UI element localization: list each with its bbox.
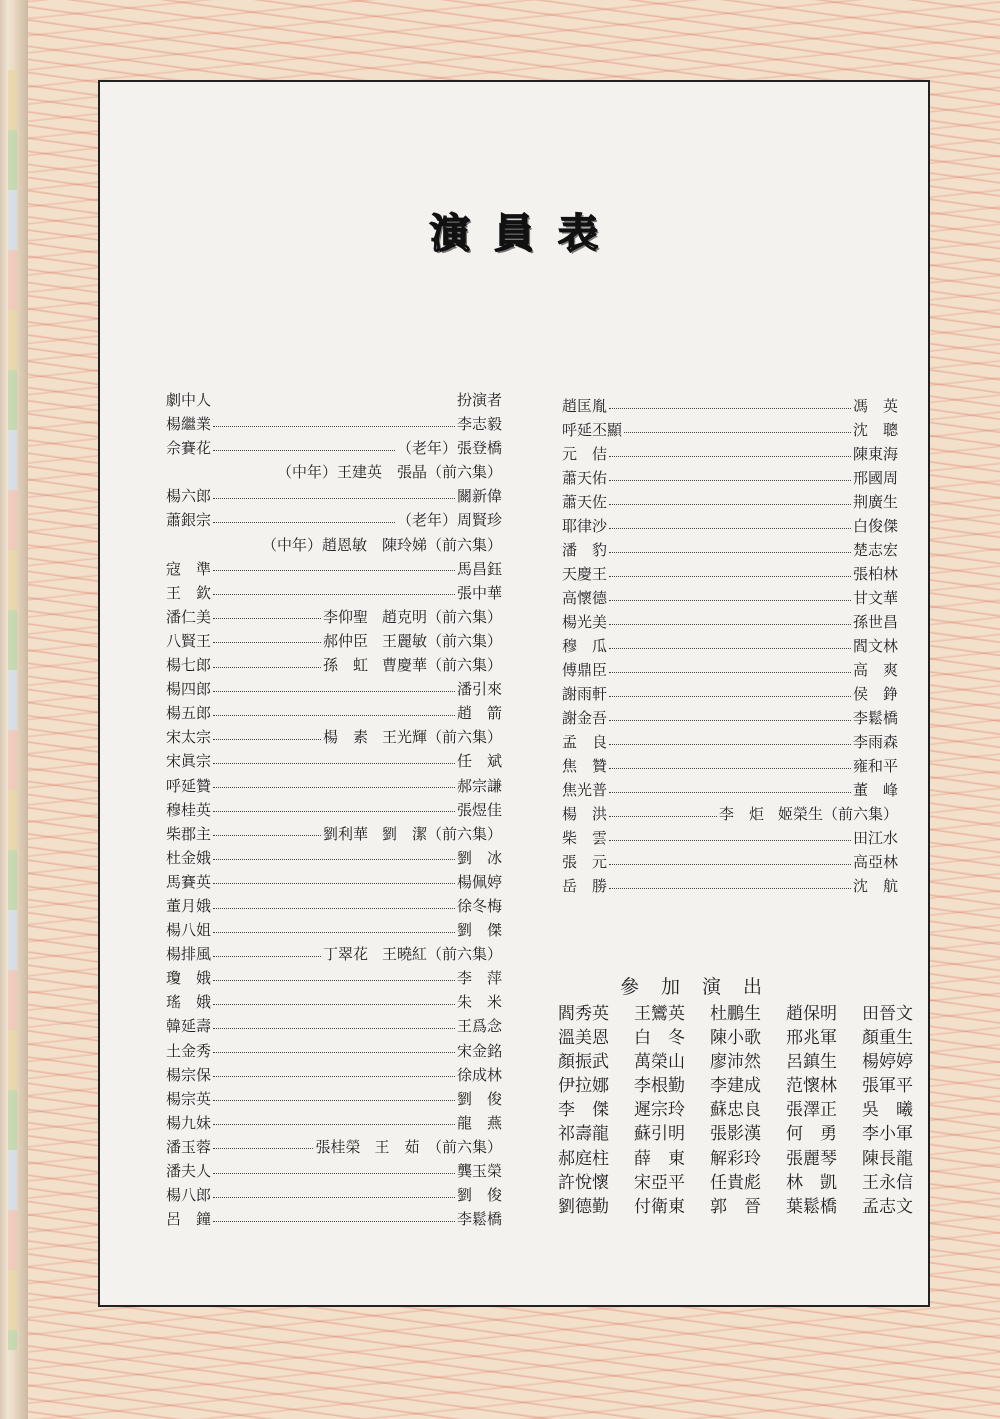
dot-leader <box>609 552 851 553</box>
dot-leader <box>609 600 851 601</box>
character-name: 岳 勝 <box>562 877 608 895</box>
cast-row <box>562 802 898 826</box>
cast-row <box>562 778 898 802</box>
cast-row <box>166 1207 502 1231</box>
guest-name: 張軍平 <box>862 1076 913 1097</box>
cast-row <box>166 942 502 966</box>
cast-row <box>166 460 502 484</box>
character-name: 八賢王 <box>166 631 212 650</box>
cast-row <box>166 966 502 990</box>
actor-name: 董 峰 <box>852 781 898 799</box>
actor-name: 李鬆橋 <box>852 709 898 727</box>
cast-row <box>166 1111 502 1135</box>
cast-row <box>562 754 898 778</box>
spine-colored-strip <box>8 70 17 1350</box>
character-name: 楊宗英 <box>166 1089 212 1108</box>
guest-name: 萬榮山 <box>634 1052 685 1073</box>
cast-row <box>166 1063 502 1087</box>
guest-name: 楊婷婷 <box>862 1052 913 1073</box>
guest-name: 蘇引明 <box>634 1124 685 1145</box>
character-name: 楊八郎 <box>166 1186 212 1205</box>
guest-name: 田晉文 <box>862 1004 913 1024</box>
actor-name: 王麗敏（前六集） <box>381 631 502 650</box>
character-name: 楊光美 <box>562 613 608 631</box>
character-name: 楊六郎 <box>166 487 212 506</box>
character-name: 穆桂英 <box>166 800 212 819</box>
actor-name-alt: 李 炬 <box>718 805 764 823</box>
character-name: 楊七郎 <box>166 656 212 675</box>
dot-leader <box>609 864 851 865</box>
guest-name: 張麗琴 <box>786 1148 837 1169</box>
guest-name: 顏重生 <box>862 1028 913 1049</box>
dot-leader <box>609 480 851 481</box>
dot-leader <box>609 888 851 889</box>
actor-name: 白俊傑 <box>852 517 898 535</box>
cast-row <box>562 850 898 874</box>
dot-leader <box>213 450 395 451</box>
guest-name: 孟志文 <box>862 1196 913 1217</box>
cast-row <box>562 634 898 658</box>
dot-leader <box>609 528 851 529</box>
cast-row <box>562 682 898 706</box>
cast-row <box>166 1135 502 1159</box>
actor-name: 關新偉 <box>456 487 502 506</box>
character-name: 高懷德 <box>562 589 608 607</box>
cast-row <box>166 508 502 532</box>
actor-name: 劉 俊 <box>456 1089 502 1108</box>
guest-row <box>558 1050 928 1074</box>
cast-row <box>166 629 502 653</box>
guest-name: 范懷林 <box>786 1076 837 1097</box>
character-name: 潘夫人 <box>166 1162 212 1180</box>
guest-row <box>558 1147 928 1171</box>
guest-name: 陳長龍 <box>862 1148 913 1169</box>
actor-name: 閻文林 <box>852 637 898 655</box>
guest-row <box>558 1171 928 1195</box>
character-name: 謝雨軒 <box>562 685 608 703</box>
cast-row <box>166 701 502 725</box>
actor-name: 高亞林 <box>852 853 898 871</box>
guest-name: 邢兆軍 <box>786 1028 837 1049</box>
cast-row <box>166 749 502 773</box>
character-name: 謝金吾 <box>562 709 608 727</box>
dot-leader <box>213 715 455 716</box>
actor-name-alt: 郝仲臣 <box>322 631 368 650</box>
dot-leader <box>213 787 455 788</box>
guest-name: 許悅懷 <box>558 1172 609 1193</box>
guest-name: 解彩玲 <box>710 1148 761 1169</box>
page-title: 演員表 <box>430 211 622 257</box>
character-name: 呼延贊 <box>166 776 212 795</box>
cast-row <box>562 562 898 586</box>
guest-name: 閻秀英 <box>558 1004 609 1024</box>
character-name: 焦 贊 <box>562 757 608 775</box>
guest-row <box>558 1074 928 1098</box>
actor-name: 姬榮生（前六集） <box>777 805 898 823</box>
dot-leader <box>609 672 851 673</box>
character-name: 焦光普 <box>562 781 608 799</box>
dot-leader <box>213 835 321 836</box>
guest-name: 趙保明 <box>786 1004 837 1024</box>
cast-row <box>166 870 502 894</box>
actor-name-alt: 楊 素 <box>322 728 368 747</box>
actor-name: 荆廣生 <box>852 493 898 511</box>
cast-row <box>166 798 502 822</box>
character-name: 張 元 <box>562 853 608 871</box>
guest-row <box>558 1098 928 1122</box>
actor-name: 李 萍 <box>456 969 502 988</box>
header-actor: 扮演者 <box>456 391 502 409</box>
dot-leader <box>624 432 851 433</box>
actor-name: 沈 航 <box>852 877 898 895</box>
cast-row <box>562 418 898 442</box>
dot-leader <box>213 1221 455 1222</box>
actor-name: 趙 箭 <box>456 704 502 723</box>
character-name: 楊八姐 <box>166 921 212 940</box>
character-name: 瑤 娥 <box>166 993 212 1012</box>
actor-name: 張柏林 <box>852 565 898 583</box>
actor-name-alt: 劉利華 <box>322 824 368 843</box>
actor-name: 沈 聰 <box>852 421 898 439</box>
actor-name-alt: 孫 虹 <box>322 656 368 675</box>
guest-name: 何 勇 <box>786 1124 837 1145</box>
actor-name: 徐成林 <box>456 1065 502 1084</box>
dot-leader <box>213 1076 455 1077</box>
character-name: 楊九妹 <box>166 1113 212 1132</box>
cast-row <box>166 894 502 918</box>
character-name: 潘 豹 <box>562 541 608 559</box>
dot-leader <box>213 1028 455 1029</box>
actor-name: 田江水 <box>852 829 898 847</box>
header-role: 劇中人 <box>166 391 212 409</box>
character-name: 楊四郎 <box>166 680 212 699</box>
cast-row <box>562 514 898 538</box>
actor-name: 徐冬梅 <box>456 896 502 915</box>
dot-leader <box>213 908 455 909</box>
cast-row <box>562 538 898 562</box>
actor-name: （老年）周賢珍 <box>396 511 502 530</box>
cast-row <box>166 581 502 605</box>
dot-leader <box>213 980 455 981</box>
actor-name: 孫世昌 <box>852 613 898 631</box>
guest-section-title: 參加演出 <box>620 976 785 998</box>
cast-column-left <box>166 388 502 1231</box>
dot-leader <box>213 594 455 595</box>
actor-name: 李雨森 <box>852 733 898 751</box>
actor-name: 郝宗謙 <box>456 776 502 795</box>
character-name: 韓延壽 <box>166 1017 212 1036</box>
actor-name: 龔玉榮 <box>456 1162 502 1180</box>
dot-leader <box>609 744 851 745</box>
guest-name: 陳小歌 <box>710 1028 761 1049</box>
actor-name: 劉 傑 <box>456 921 502 940</box>
cast-row <box>166 846 502 870</box>
character-name: 傅鼎臣 <box>562 661 608 679</box>
cast-row <box>562 442 898 466</box>
guest-name: 廖沛然 <box>710 1052 761 1073</box>
actor-name: 劉 冰 <box>456 848 502 867</box>
dot-leader <box>213 618 321 619</box>
actor-name: 高 爽 <box>852 661 898 679</box>
character-name: 潘玉蓉 <box>166 1137 212 1156</box>
dot-leader <box>609 792 851 793</box>
dot-leader <box>213 1052 455 1053</box>
cast-row <box>562 730 898 754</box>
dot-leader <box>213 932 455 933</box>
right-rows <box>562 394 898 898</box>
cast-list-panel <box>98 80 930 1307</box>
dot-leader <box>609 624 851 625</box>
guest-name: 宋亞平 <box>634 1172 685 1193</box>
character-name: 孟 良 <box>562 733 608 751</box>
guest-name: 任貴彪 <box>710 1172 761 1193</box>
guest-row <box>558 1026 928 1050</box>
cast-row <box>166 1014 502 1038</box>
actor-name-alt: 張桂榮 <box>315 1137 361 1156</box>
cast-row <box>166 990 502 1014</box>
dot-leader <box>213 498 455 499</box>
dot-leader <box>213 426 455 427</box>
dot-leader <box>609 504 851 505</box>
actor-name: 李志毅 <box>456 415 502 434</box>
actor-name: 王爲念 <box>456 1017 502 1036</box>
cast-row <box>562 586 898 610</box>
guest-name: 伊拉娜 <box>558 1076 609 1097</box>
dot-leader <box>609 696 851 697</box>
cast-row <box>166 436 502 460</box>
guest-row <box>558 1195 928 1219</box>
left-rows <box>166 412 502 1231</box>
cast-row <box>166 557 502 581</box>
actor-name: 宋金銘 <box>456 1041 502 1060</box>
guest-name: 顏振武 <box>558 1052 609 1073</box>
character-name: 穆 瓜 <box>562 637 608 655</box>
dot-leader <box>213 1004 455 1005</box>
cast-row <box>166 774 502 798</box>
cast-row <box>166 677 502 701</box>
character-name: 寇 準 <box>166 559 212 578</box>
cast-row <box>562 490 898 514</box>
guest-name: 白 冬 <box>634 1028 685 1049</box>
guest-row <box>558 1002 928 1026</box>
character-name: 楊排風 <box>166 945 212 964</box>
guest-name: 李小軍 <box>862 1124 913 1145</box>
guest-name: 吳 曦 <box>862 1100 913 1121</box>
guest-name: 張澤正 <box>786 1100 837 1121</box>
dot-leader <box>213 1124 455 1125</box>
dot-leader <box>213 1100 455 1101</box>
cast-row <box>166 1159 502 1183</box>
character-name: 杜金娥 <box>166 848 212 867</box>
actor-name: 任 斌 <box>456 752 502 771</box>
character-name: 宋眞宗 <box>166 752 212 771</box>
dot-leader <box>213 522 395 523</box>
cast-column-right <box>562 394 898 898</box>
actor-name-alt: 李仰聖 <box>322 607 368 626</box>
actor-name: 王 茹 （前六集） <box>374 1137 502 1156</box>
guest-name: 王永信 <box>862 1172 913 1193</box>
dot-leader <box>213 570 455 571</box>
actor-name: 劉 潔（前六集） <box>381 824 502 843</box>
dot-leader <box>213 883 455 884</box>
guest-row <box>558 1122 928 1146</box>
cast-row <box>166 1039 502 1063</box>
guest-name: 林 凱 <box>786 1172 837 1193</box>
guest-performers-grid <box>558 1002 928 1219</box>
cast-row <box>562 826 898 850</box>
dot-leader <box>609 720 851 721</box>
dot-leader <box>609 576 851 577</box>
guest-name: 郝庭柱 <box>558 1148 609 1169</box>
dot-leader <box>213 859 455 860</box>
character-name: 馬賽英 <box>166 872 212 891</box>
dot-leader <box>213 1197 455 1198</box>
guest-name: 王鸞英 <box>634 1004 685 1024</box>
actor-name: 王曉紅（前六集） <box>381 945 502 964</box>
character-name: 柴郡主 <box>166 824 212 843</box>
cast-row <box>166 1087 502 1111</box>
cast-row <box>562 874 898 898</box>
guest-name: 郭 晉 <box>710 1196 761 1217</box>
cast-row <box>166 822 502 846</box>
dot-leader <box>609 768 851 769</box>
cast-row <box>166 412 502 436</box>
character-name: 蕭銀宗 <box>166 511 212 530</box>
dot-leader <box>213 763 455 764</box>
actor-name: 雍和平 <box>852 757 898 775</box>
cast-row <box>166 1183 502 1207</box>
cast-row <box>562 466 898 490</box>
cast-row <box>166 653 502 677</box>
dot-leader <box>609 840 851 841</box>
actor-name: （中年）趙恩敏 陳玲娣（前六集） <box>261 535 502 554</box>
cast-row <box>166 533 502 557</box>
actor-name: 龍 燕 <box>456 1113 502 1132</box>
actor-name: 李鬆橋 <box>456 1210 502 1229</box>
actor-name: 楚志宏 <box>852 541 898 559</box>
cast-row <box>562 658 898 682</box>
guest-name: 劉德勤 <box>558 1196 609 1217</box>
actor-name: 張煜佳 <box>456 800 502 819</box>
dot-leader <box>213 667 321 668</box>
guest-name: 李 傑 <box>558 1100 609 1121</box>
actor-name: （中年）王建英 張晶（前六集） <box>276 463 502 482</box>
cast-row <box>562 706 898 730</box>
actor-name: 馬昌鈺 <box>456 559 502 578</box>
actor-name: 陳東海 <box>852 445 898 463</box>
guest-name: 遲宗玲 <box>634 1100 685 1121</box>
character-name: 佘賽花 <box>166 439 212 458</box>
guest-name: 李根勤 <box>634 1076 685 1097</box>
character-name: 宋太宗 <box>166 728 212 747</box>
dot-leader <box>213 1173 455 1174</box>
dot-leader <box>213 691 455 692</box>
cast-row <box>562 394 898 418</box>
character-name: 趙匡胤 <box>562 397 608 415</box>
character-name: 土金秀 <box>166 1041 212 1060</box>
actor-name-alt: 丁翠花 <box>322 945 368 964</box>
character-name: 王 欽 <box>166 583 212 602</box>
actor-name: 張中華 <box>456 583 502 602</box>
actor-name: 劉 俊 <box>456 1186 502 1205</box>
dot-leader <box>609 648 851 649</box>
guest-name: 付衛東 <box>634 1196 685 1217</box>
character-name: 楊宗保 <box>166 1065 212 1084</box>
character-name: 耶律沙 <box>562 517 608 535</box>
dot-leader <box>213 956 321 957</box>
dot-leader <box>213 1148 313 1149</box>
guest-name: 張影漢 <box>710 1124 761 1145</box>
actor-name: 王光輝（前六集） <box>381 728 502 747</box>
actor-name: 曹慶華（前六集） <box>381 656 502 675</box>
dot-leader <box>213 739 321 740</box>
dot-leader <box>609 816 717 817</box>
dot-leader <box>213 642 321 643</box>
actor-name: （老年）張登橋 <box>396 439 502 458</box>
cast-header-row <box>166 388 502 412</box>
cast-row <box>166 605 502 629</box>
guest-name: 祁壽龍 <box>558 1124 609 1145</box>
actor-name: 邢國周 <box>852 469 898 487</box>
character-name: 呼延丕顯 <box>562 421 623 439</box>
actor-name: 馮 英 <box>852 397 898 415</box>
book-spine <box>0 0 28 1419</box>
guest-name: 蘇忠良 <box>710 1100 761 1121</box>
character-name: 天慶王 <box>562 565 608 583</box>
character-name: 楊五郎 <box>166 704 212 723</box>
actor-name: 楊佩婷 <box>456 872 502 891</box>
actor-name: 甘文華 <box>852 589 898 607</box>
guest-name: 葉鬆橋 <box>786 1196 837 1217</box>
cast-row <box>166 918 502 942</box>
guest-name: 李建成 <box>710 1076 761 1097</box>
actor-name: 潘引來 <box>456 680 502 699</box>
character-name: 柴 雲 <box>562 829 608 847</box>
cast-row <box>166 725 502 749</box>
guest-name: 溫美恩 <box>558 1028 609 1049</box>
character-name: 元 佶 <box>562 445 608 463</box>
guest-name: 薛 東 <box>634 1148 685 1169</box>
guest-name: 杜鵬生 <box>710 1004 761 1024</box>
actor-name: 侯 錚 <box>852 685 898 703</box>
cast-row <box>562 610 898 634</box>
character-name: 董月娥 <box>166 896 212 915</box>
character-name: 蕭天佐 <box>562 493 608 511</box>
actor-name: 趙克明（前六集） <box>381 607 502 626</box>
actor-name: 朱 米 <box>456 993 502 1012</box>
character-name: 潘仁美 <box>166 607 212 626</box>
character-name: 楊繼業 <box>166 415 212 434</box>
dot-leader <box>609 408 851 409</box>
dot-leader <box>213 811 455 812</box>
guest-name: 呂鎮生 <box>786 1052 837 1073</box>
character-name: 蕭天佑 <box>562 469 608 487</box>
character-name: 瓊 娥 <box>166 969 212 988</box>
cast-row <box>166 484 502 508</box>
character-name: 呂 鐘 <box>166 1210 212 1229</box>
dot-leader <box>609 456 851 457</box>
character-name: 楊 洪 <box>562 805 608 823</box>
